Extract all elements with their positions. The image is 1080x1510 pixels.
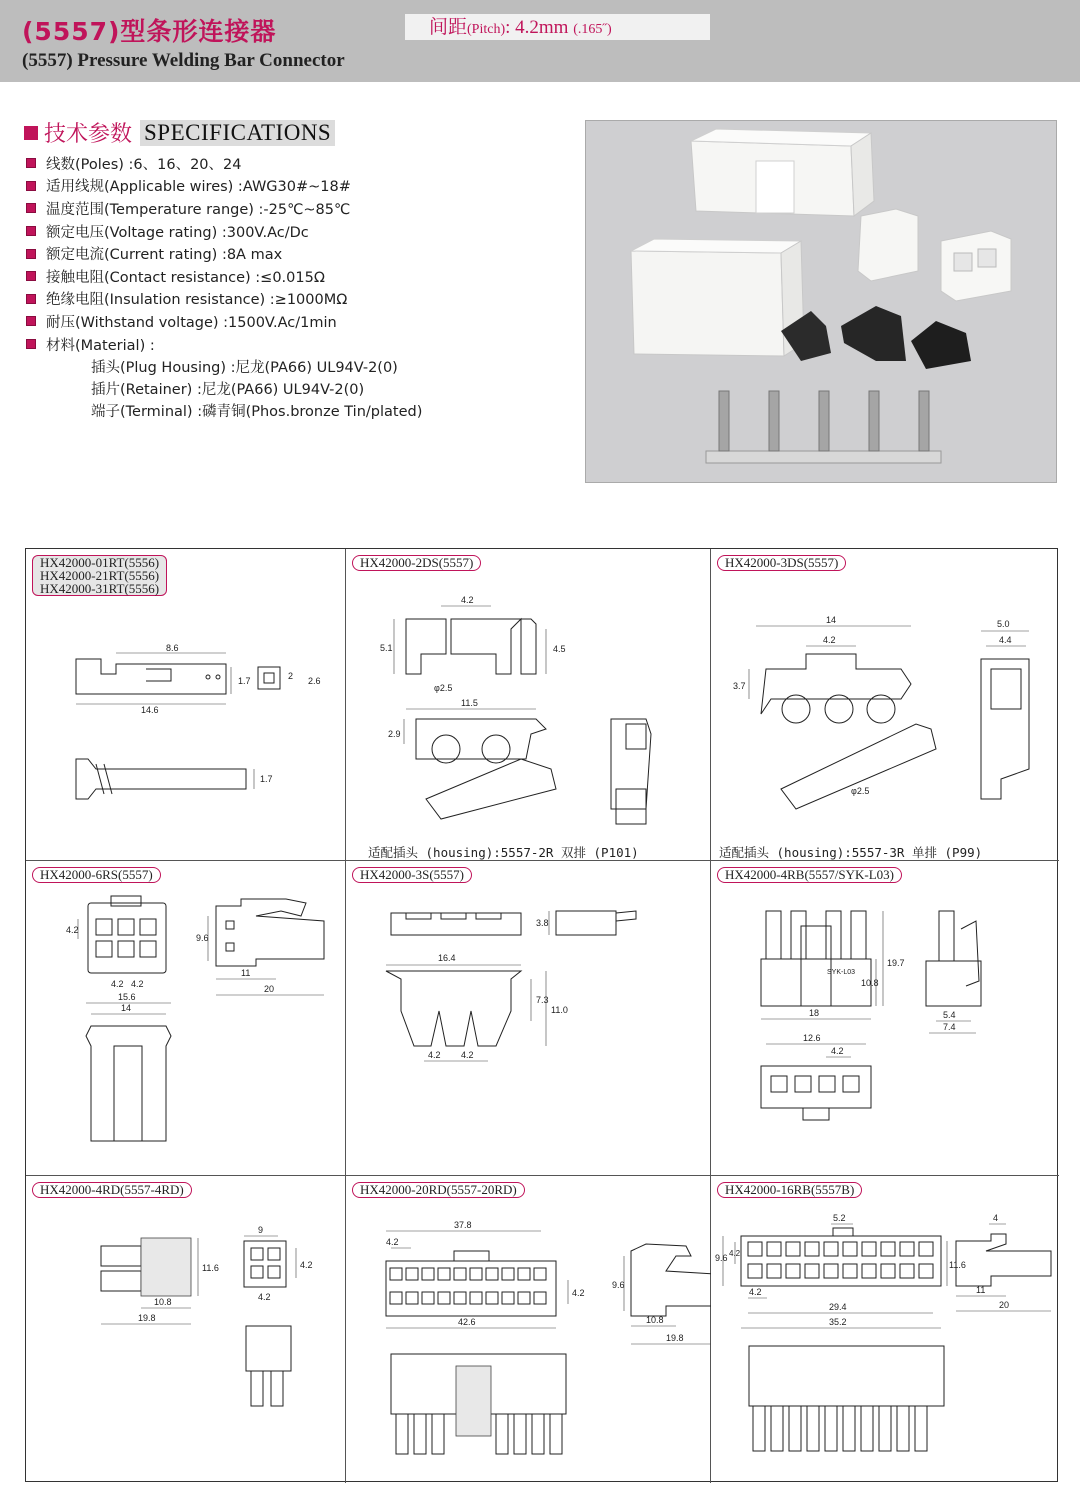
dim-label: 5.1 xyxy=(380,643,393,653)
housing-4rb-drawing xyxy=(711,861,1059,1176)
drawing-title: HX42000-20RD(5557-20RD) xyxy=(352,1182,525,1198)
dim-label: 4.2 xyxy=(729,1249,741,1258)
product-photo xyxy=(585,120,1057,483)
dim-label: 3.8 xyxy=(536,918,549,928)
bullet-icon xyxy=(26,158,36,168)
dim-label: 11.5 xyxy=(461,698,478,708)
dim-label: 4.2 xyxy=(749,1287,762,1297)
dim-label: 5.2 xyxy=(833,1213,846,1223)
bullet-icon xyxy=(26,226,36,236)
dim-label: 35.2 xyxy=(829,1317,847,1327)
drawing-cell-20rd xyxy=(346,1176,711,1483)
pitch-value: : 4.2mm xyxy=(505,17,569,38)
drawing-cell-4rd xyxy=(26,1176,346,1483)
dim-label: 14.6 xyxy=(141,705,159,715)
dim-label: 4.2 xyxy=(66,925,79,935)
dim-label: 4.2 xyxy=(461,595,474,605)
dim-label: 16.4 xyxy=(438,953,456,963)
spec-heading xyxy=(24,117,335,148)
drawing-title: HX42000-16RB(5557B) xyxy=(717,1182,862,1198)
spec-row xyxy=(26,197,422,220)
dim-label: 9 xyxy=(258,1225,264,1235)
dim-label: 8.6 xyxy=(166,643,179,653)
bullet-icon xyxy=(26,181,36,191)
terminal-strip xyxy=(706,391,941,463)
spec-row xyxy=(26,333,422,356)
spec-row xyxy=(26,265,422,288)
dim-label: 5.0 xyxy=(997,619,1010,629)
drawing-cell-retainer-2ds xyxy=(346,549,711,861)
dim-label: 11 xyxy=(976,1285,986,1295)
drawing-cell-terminal xyxy=(26,549,346,861)
spec-row xyxy=(26,310,422,333)
housing-note: 适配插头 (housing):5557-2R 双排 (P101) xyxy=(368,845,639,860)
drawing-title: HX42000-4RB(5557/SYK-L03) xyxy=(717,867,902,883)
dim-label: 11.0 xyxy=(551,1005,568,1015)
spec-text: 绝缘电阻(Insulation resistance) :≥1000MΩ xyxy=(46,292,348,309)
dim-label: SYK-L03 xyxy=(827,969,856,976)
dim-label: 10.8 xyxy=(861,978,879,988)
retainer-2ds-drawing xyxy=(346,549,711,861)
spec-text: 额定电压(Voltage rating) :300V.Ac/Dc xyxy=(46,224,309,241)
header-bar xyxy=(0,0,1080,82)
dim-label: 11 xyxy=(241,968,251,978)
dim-label: 7.4 xyxy=(943,1022,956,1032)
dim-label: 29.4 xyxy=(829,1302,847,1312)
material-row: 端子(Terminal) :磷青铜(Phos.bronze Tin/plated) xyxy=(91,403,423,420)
title-line: HX42000-21RT(5556) xyxy=(40,568,160,583)
drawing-title: HX42000-6RS(5557) xyxy=(32,867,161,883)
title-en: (5557) Pressure Welding Bar Connector xyxy=(22,50,345,71)
dim-label: 4.2 xyxy=(258,1292,271,1302)
dim-label: 18 xyxy=(809,1008,820,1018)
dim-label: 4.5 xyxy=(553,644,566,654)
dim-label: 4.2 xyxy=(300,1260,313,1270)
dim-label: 9.6 xyxy=(612,1280,625,1290)
drawing-cell-retainer-3ds xyxy=(711,549,1059,861)
dim-label: 4.2 xyxy=(461,1050,474,1060)
terminal-drawing xyxy=(26,549,346,861)
connector-housing-medium xyxy=(631,239,804,356)
dim-label: 9.6 xyxy=(196,933,209,943)
bullet-icon xyxy=(26,339,36,349)
housing-16rb-drawing xyxy=(711,1176,1059,1483)
bullet-icon xyxy=(26,203,36,213)
housing-6rs-drawing xyxy=(26,861,346,1176)
pin-grid xyxy=(748,1242,933,1278)
pitch-inch: (.165˝) xyxy=(573,22,612,37)
dim-label: 4.4 xyxy=(999,635,1012,645)
dim-label: 2 xyxy=(288,671,294,681)
dim-label: 11.6 xyxy=(202,1263,219,1273)
dim-label: 15.6 xyxy=(118,992,136,1002)
dim-label: 4.2 xyxy=(428,1050,441,1060)
dim-label: 11.6 xyxy=(949,1260,966,1270)
dim-label: 42.6 xyxy=(458,1317,476,1327)
bullet-icon xyxy=(26,249,36,259)
spec-text: 接触电阻(Contact resistance) :≤0.015Ω xyxy=(46,269,325,286)
dim-label: 1.7 xyxy=(260,774,273,784)
spec-text: 耐压(Withstand voltage) :1500V.Ac/1min xyxy=(46,314,337,331)
product-photo-illustration xyxy=(586,121,1056,482)
housing-4rd-drawing xyxy=(26,1176,346,1483)
dim-label: 37.8 xyxy=(454,1220,472,1230)
dim-label: 4.2 xyxy=(823,635,836,645)
dim-label: 4 xyxy=(993,1213,999,1223)
dim-label: 4.2 xyxy=(111,979,124,989)
drawing-cell-3s xyxy=(346,861,711,1176)
dim-label: 14 xyxy=(826,615,837,625)
drawing-grid xyxy=(25,548,1058,1482)
spec-list xyxy=(26,152,422,421)
spec-row xyxy=(26,175,422,198)
spec-row xyxy=(26,242,422,265)
square-icon xyxy=(24,126,38,140)
spec-text: 线数(Poles) :6、16、20、24 xyxy=(46,156,242,173)
drawing-title: HX42000-2DS(5557) xyxy=(352,555,481,571)
connector-housing-small-4p xyxy=(941,231,1011,301)
dim-label: φ2.5 xyxy=(434,683,453,693)
dim-label: 10.8 xyxy=(154,1297,172,1307)
dim-label: 19.7 xyxy=(887,958,905,968)
drawing-cell-16rb xyxy=(711,1176,1059,1483)
dim-label: φ2.5 xyxy=(851,786,870,796)
dim-label: 7.3 xyxy=(536,995,549,1005)
title-cn: (5557)型条形连接器 xyxy=(22,17,277,46)
connector-housing-small-2p xyxy=(858,209,918,281)
dim-label: 4.2 xyxy=(386,1237,399,1247)
drawing-title: HX42000-3DS(5557) xyxy=(717,555,846,571)
dim-label: 10.8 xyxy=(646,1315,664,1325)
dim-label: 14 xyxy=(121,1003,132,1013)
dim-label: 4.2 xyxy=(831,1046,844,1056)
dim-label: 19.8 xyxy=(138,1313,156,1323)
dim-label: 9.6 xyxy=(715,1253,728,1263)
drawing-title: HX42000-4RD(5557-4RD) xyxy=(32,1182,192,1198)
dim-label: 5.4 xyxy=(943,1010,956,1020)
dim-label: 4.2 xyxy=(572,1288,585,1298)
housing-20rd-drawing xyxy=(346,1176,711,1483)
dim-label: 2.9 xyxy=(388,729,401,739)
dim-label: 3.7 xyxy=(733,681,746,691)
pitch-paren: (Pitch) xyxy=(467,22,506,37)
spec-row xyxy=(26,220,422,243)
spec-text: 温度范围(Temperature range) :-25℃~85℃ xyxy=(46,201,351,218)
spec-text: 额定电流(Current rating) :8A max xyxy=(46,247,283,264)
drawing-cell-4rb xyxy=(711,861,1059,1176)
pitch-label: 间距 xyxy=(429,16,468,38)
title-line: HX42000-01RT(5556) xyxy=(40,555,160,570)
pitch-box xyxy=(405,14,710,40)
retainer-3s-drawing xyxy=(346,861,711,1176)
spec-text: 适用线规(Applicable wires) :AWG30#~18# xyxy=(46,179,351,196)
material-row: 插头(Plug Housing) :尼龙(PA66) UL94V-2(0) xyxy=(91,359,398,376)
dim-label: 1.7 xyxy=(238,676,251,686)
housing-note: 适配插头 (housing):5557-3R 单排 (P99) xyxy=(719,845,983,860)
dim-label: 20 xyxy=(999,1300,1010,1310)
bullet-icon xyxy=(26,294,36,304)
pin-grid xyxy=(390,1268,546,1304)
bullet-icon xyxy=(26,316,36,326)
retainer-3ds-drawing xyxy=(711,549,1059,861)
spec-text: 材料(Material) : xyxy=(46,337,155,354)
dim-label: 20 xyxy=(264,984,275,994)
dim-label: 4.2 xyxy=(131,979,144,989)
spec-heading-cn: 技术参数 xyxy=(44,122,133,147)
spec-row xyxy=(26,152,422,175)
bullet-icon xyxy=(26,271,36,281)
dim-label: 19.8 xyxy=(666,1333,684,1343)
retainer-black-parts xyxy=(781,306,971,369)
spec-row xyxy=(26,288,422,311)
title-line: HX42000-31RT(5556) xyxy=(40,581,160,596)
drawing-title: HX42000-3S(5557) xyxy=(352,867,472,883)
connector-housing-large xyxy=(691,129,874,216)
drawing-cell-6rs xyxy=(26,861,346,1176)
spec-heading-en: SPECIFICATIONS xyxy=(140,120,335,146)
dim-label: 12.6 xyxy=(803,1033,821,1043)
dim-label: 2.6 xyxy=(308,676,321,686)
material-row: 插片(Retainer) :尼龙(PA66) UL94V-2(0) xyxy=(91,381,365,398)
